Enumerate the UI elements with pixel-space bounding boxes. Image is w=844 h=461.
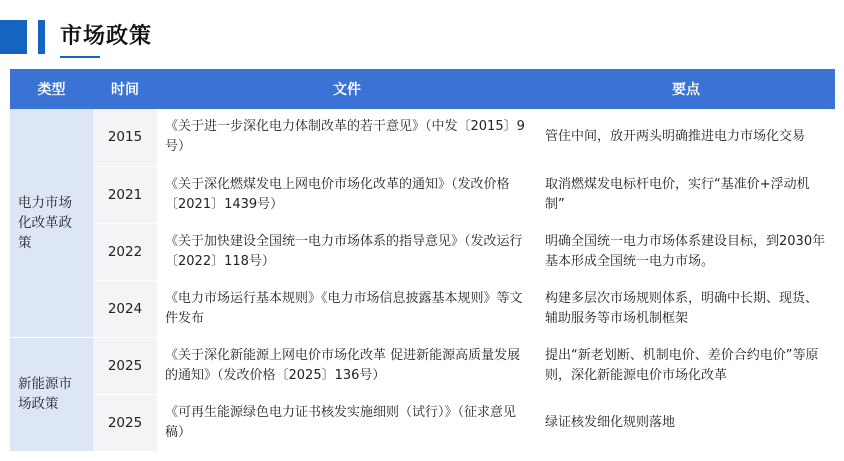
table-row bbox=[10, 280, 835, 337]
accent-bar bbox=[38, 20, 45, 54]
file-cell: 《关于进一步深化电力体制改革的若干意见》（中发〔2015〕9号） bbox=[157, 109, 537, 166]
page-title: 市场政策 bbox=[60, 24, 153, 49]
table-header-row bbox=[10, 69, 835, 109]
points-cell: 取消燃煤发电标杆电价，实行“基准价+浮动机制” bbox=[537, 166, 835, 223]
points-cell: 明确全国统一电力市场体系建设目标，到2030年基本形成全国统一电力市场。 bbox=[537, 223, 835, 280]
title-underline bbox=[60, 56, 100, 58]
year-cell: 2021 bbox=[93, 166, 157, 223]
points-cell: 绿证核发细化规则落地 bbox=[537, 394, 835, 451]
table-row bbox=[10, 394, 835, 451]
year-cell: 2025 bbox=[93, 337, 157, 394]
year-cell: 2022 bbox=[93, 223, 157, 280]
points-cell: 管住中间，放开两头明确推进电力市场化交易 bbox=[537, 109, 835, 166]
header-type: 类型 bbox=[10, 69, 93, 109]
file-cell: 《关于深化燃煤发电上网电价市场化改革的通知》（发改价格〔2021〕1439号） bbox=[157, 166, 537, 223]
year-cell: 2015 bbox=[93, 109, 157, 166]
type-cell-renewable: 新能源市场政策 bbox=[10, 337, 93, 451]
table-row bbox=[10, 166, 835, 223]
file-cell: 《电力市场运行基本规则》《电力市场信息披露基本规则》等文件发布 bbox=[157, 280, 537, 337]
year-cell: 2025 bbox=[93, 394, 157, 451]
accent-block bbox=[0, 20, 27, 54]
table-row bbox=[10, 337, 835, 394]
type-cell-market-reform: 电力市场化改革政策 bbox=[10, 109, 93, 337]
table-row bbox=[10, 223, 835, 280]
header-file: 文件 bbox=[157, 69, 537, 109]
year-cell: 2024 bbox=[93, 280, 157, 337]
policy-table bbox=[10, 69, 835, 452]
table-row bbox=[10, 109, 835, 166]
header-time: 时间 bbox=[93, 69, 157, 109]
file-cell: 《可再生能源绿色电力证书核发实施细则（试行）》（征求意见稿） bbox=[157, 394, 537, 451]
header-points: 要点 bbox=[537, 69, 835, 109]
file-cell: 《关于深化新能源上网电价市场化改革 促进新能源高质量发展的通知》（发改价格〔2025〕136号） bbox=[157, 337, 537, 394]
points-cell: 提出“新老划断、机制电价、差价合约电价”等原则，深化新能源电价市场化改革 bbox=[537, 337, 835, 394]
points-cell: 构建多层次市场规则体系，明确中长期、现货、辅助服务等市场机制框架 bbox=[537, 280, 835, 337]
file-cell: 《关于加快建设全国统一电力市场体系的指导意见》（发改运行〔2022〕118号） bbox=[157, 223, 537, 280]
